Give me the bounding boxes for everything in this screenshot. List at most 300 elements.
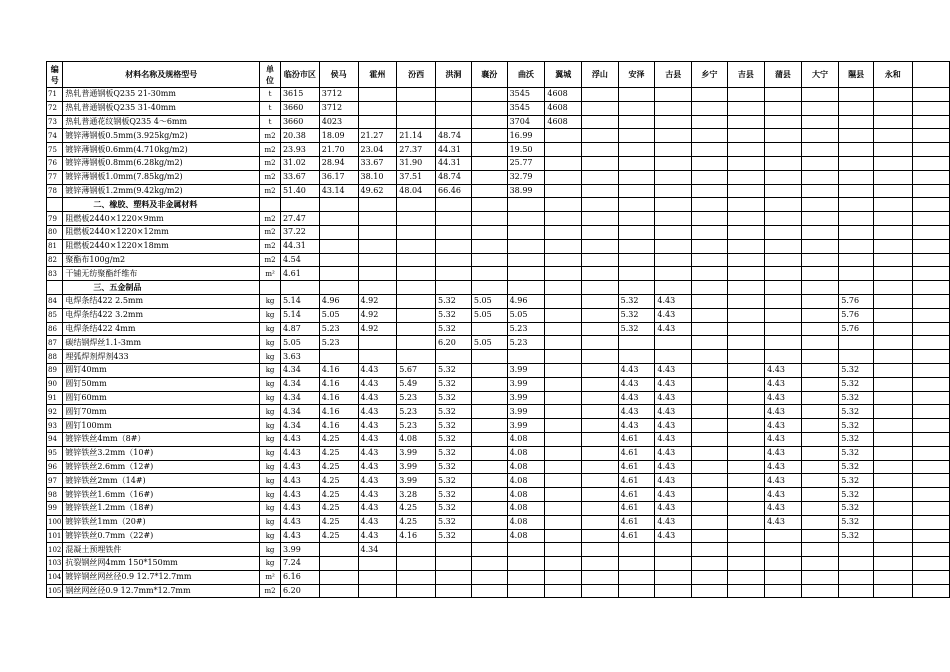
price-cell: [582, 501, 619, 515]
row-number: 75: [47, 143, 63, 157]
price-cell: [471, 350, 507, 364]
material-name: 热轧普通钢板Q235 21-30mm: [63, 88, 260, 102]
price-cell: 4.43: [765, 405, 802, 419]
price-cell: [582, 212, 619, 226]
price-cell: [319, 239, 358, 253]
price-cell: 5.32: [436, 391, 472, 405]
price-cell: [507, 570, 545, 584]
table-row: [47, 88, 950, 102]
price-cell: [727, 515, 764, 529]
price-cell: [397, 115, 436, 129]
price-cell: [874, 515, 912, 529]
price-cell: [397, 212, 436, 226]
price-cell: [655, 350, 692, 364]
price-cell: [727, 253, 764, 267]
price-cell: [692, 419, 728, 433]
price-cell: [874, 391, 912, 405]
price-cell: 4.43: [655, 460, 692, 474]
price-cell: [582, 419, 619, 433]
price-cell: [507, 350, 545, 364]
price-cell: [692, 115, 728, 129]
price-cell: [874, 474, 912, 488]
price-cell: [471, 143, 507, 157]
price-cell: [471, 156, 507, 170]
price-cell: [765, 239, 802, 253]
price-cell: [727, 184, 764, 198]
table-cell: [912, 281, 950, 295]
price-cell: [582, 460, 619, 474]
price-cell: [397, 253, 436, 267]
price-cell: [874, 377, 912, 391]
price-cell: 4.43: [358, 515, 397, 529]
row-number: 83: [47, 267, 63, 281]
material-name: 镀锌铁丝2mm（14#): [63, 474, 260, 488]
table-cell: [545, 281, 582, 295]
price-cell: [507, 212, 545, 226]
unit-cell: kg: [260, 446, 281, 460]
price-cell: [839, 557, 874, 571]
price-cell: [545, 239, 582, 253]
price-cell: 4.25: [319, 460, 358, 474]
price-cell: [397, 267, 436, 281]
price-cell: [471, 515, 507, 529]
price-cell: [727, 225, 764, 239]
row-number: 72: [47, 101, 63, 115]
column-header: 曲沃: [507, 62, 545, 88]
price-cell: [692, 129, 728, 143]
material-name: 镀锌薄钢板0.6mm(4.710kg/m2): [63, 143, 260, 157]
unit-cell: m2: [260, 253, 281, 267]
table-cell: [912, 350, 950, 364]
price-cell: 5.67: [397, 363, 436, 377]
price-cell: 4.61: [618, 446, 655, 460]
price-cell: 4.43: [655, 488, 692, 502]
price-cell: [655, 253, 692, 267]
row-number: 101: [47, 529, 63, 543]
price-cell: [582, 239, 619, 253]
price-cell: 5.32: [618, 308, 655, 322]
price-cell: 5.32: [839, 363, 874, 377]
price-cell: [839, 239, 874, 253]
column-header: 单位: [260, 62, 281, 88]
price-cell: 4.16: [319, 391, 358, 405]
price-cell: 4.43: [765, 419, 802, 433]
price-cell: [874, 115, 912, 129]
table-row: [47, 239, 950, 253]
column-header: 乡宁: [692, 62, 728, 88]
price-cell: [874, 267, 912, 281]
price-cell: 4.25: [397, 501, 436, 515]
price-cell: 4.43: [655, 419, 692, 433]
price-cell: 4.08: [507, 432, 545, 446]
price-cell: 4.25: [319, 488, 358, 502]
price-cell: 3704: [507, 115, 545, 129]
price-cell: 4.92: [358, 322, 397, 336]
price-cell: 5.32: [436, 529, 472, 543]
price-cell: 23.93: [280, 143, 319, 157]
unit-cell: kg: [260, 419, 281, 433]
price-cell: [582, 253, 619, 267]
table-cell: [912, 294, 950, 308]
price-cell: 3.99: [507, 377, 545, 391]
price-cell: [471, 115, 507, 129]
price-cell: [801, 129, 838, 143]
price-cell: [545, 501, 582, 515]
price-cell: [727, 308, 764, 322]
table-cell: [912, 322, 950, 336]
unit-cell: m2: [260, 170, 281, 184]
price-cell: [692, 101, 728, 115]
price-cell: [692, 143, 728, 157]
price-cell: [436, 570, 472, 584]
table-cell: [436, 198, 472, 212]
price-cell: 4.34: [280, 377, 319, 391]
price-cell: [727, 405, 764, 419]
price-cell: 5.32: [839, 515, 874, 529]
price-cell: [397, 308, 436, 322]
price-cell: 66.46: [436, 184, 472, 198]
price-cell: 48.74: [436, 129, 472, 143]
price-cell: 4.08: [507, 488, 545, 502]
price-cell: [801, 212, 838, 226]
price-cell: 4.16: [397, 529, 436, 543]
price-cell: 32.79: [507, 170, 545, 184]
price-cell: 4.43: [618, 377, 655, 391]
unit-cell: m²: [260, 267, 281, 281]
material-name: 镀锌薄钢板1.2mm(9.42kg/m2): [63, 184, 260, 198]
price-cell: [839, 101, 874, 115]
price-cell: 3660: [280, 115, 319, 129]
price-cell: 5.32: [436, 322, 472, 336]
price-cell: [471, 239, 507, 253]
price-cell: [692, 405, 728, 419]
price-cell: [436, 225, 472, 239]
price-cell: [397, 584, 436, 598]
price-cell: [471, 212, 507, 226]
price-cell: [545, 225, 582, 239]
price-cell: [358, 584, 397, 598]
row-number: 71: [47, 88, 63, 102]
table-cell: [582, 281, 619, 295]
unit-cell: kg: [260, 501, 281, 515]
price-cell: [727, 419, 764, 433]
price-cell: [655, 225, 692, 239]
table-cell: [912, 460, 950, 474]
price-cell: [655, 184, 692, 198]
price-cell: 4.43: [655, 294, 692, 308]
price-cell: 4.34: [280, 363, 319, 377]
price-cell: [545, 156, 582, 170]
material-name: 圆钉100mm: [63, 419, 260, 433]
price-cell: 5.05: [471, 308, 507, 322]
price-cell: [655, 336, 692, 350]
price-cell: 4.34: [280, 391, 319, 405]
price-cell: [582, 129, 619, 143]
price-cell: [545, 336, 582, 350]
unit-cell: kg: [260, 294, 281, 308]
table-row: [47, 294, 950, 308]
table-cell: [801, 198, 838, 212]
price-cell: [801, 446, 838, 460]
price-cell: [692, 225, 728, 239]
price-cell: 3.99: [507, 391, 545, 405]
price-cell: [582, 446, 619, 460]
price-cell: [397, 557, 436, 571]
price-cell: [471, 543, 507, 557]
row-number: 74: [47, 129, 63, 143]
price-cell: 3712: [319, 88, 358, 102]
price-cell: [582, 391, 619, 405]
price-cell: [727, 101, 764, 115]
price-cell: 5.76: [839, 294, 874, 308]
price-cell: [397, 225, 436, 239]
section-row: [47, 281, 950, 295]
row-number: 103: [47, 557, 63, 571]
price-cell: 5.32: [839, 474, 874, 488]
price-cell: [801, 377, 838, 391]
table-cell: [912, 170, 950, 184]
row-number: 97: [47, 474, 63, 488]
table-cell: [692, 198, 728, 212]
table-row: [47, 474, 950, 488]
price-cell: [727, 584, 764, 598]
table-cell: [727, 281, 764, 295]
section-row: [47, 198, 950, 212]
price-cell: 4.96: [507, 294, 545, 308]
price-cell: [801, 515, 838, 529]
price-cell: 4.61: [618, 432, 655, 446]
table-row: [47, 584, 950, 598]
price-cell: 5.76: [839, 308, 874, 322]
price-cell: [655, 129, 692, 143]
price-cell: [839, 156, 874, 170]
price-cell: 5.05: [280, 336, 319, 350]
table-row: [47, 446, 950, 460]
price-cell: [874, 419, 912, 433]
price-cell: [471, 474, 507, 488]
table-row: [47, 432, 950, 446]
price-cell: [727, 336, 764, 350]
price-cell: [545, 170, 582, 184]
price-cell: [655, 170, 692, 184]
price-cell: [765, 557, 802, 571]
price-cell: 4.43: [765, 377, 802, 391]
table-row: [47, 501, 950, 515]
table-cell: [765, 281, 802, 295]
table-cell: [912, 212, 950, 226]
price-cell: 4.08: [507, 501, 545, 515]
price-cell: [397, 322, 436, 336]
price-cell: [727, 557, 764, 571]
price-cell: [692, 253, 728, 267]
price-cell: [655, 267, 692, 281]
price-cell: 4608: [545, 115, 582, 129]
price-cell: [545, 253, 582, 267]
column-header: 古县: [655, 62, 692, 88]
table-cell: [912, 557, 950, 571]
price-cell: [582, 377, 619, 391]
price-cell: [582, 143, 619, 157]
price-cell: [618, 253, 655, 267]
price-cell: [692, 294, 728, 308]
price-cell: [801, 557, 838, 571]
material-name: 圆钉40mm: [63, 363, 260, 377]
price-cell: [765, 253, 802, 267]
price-cell: [727, 501, 764, 515]
table-cell: [280, 281, 319, 295]
price-cell: 4.43: [765, 488, 802, 502]
price-cell: [765, 529, 802, 543]
price-cell: [727, 543, 764, 557]
price-cell: 5.32: [839, 405, 874, 419]
table-row: [47, 405, 950, 419]
price-cell: [545, 460, 582, 474]
price-cell: [358, 253, 397, 267]
price-cell: 3615: [280, 88, 319, 102]
price-table: [46, 61, 950, 598]
price-cell: [692, 322, 728, 336]
unit-cell: kg: [260, 308, 281, 322]
price-cell: 5.49: [397, 377, 436, 391]
price-cell: 48.04: [397, 184, 436, 198]
price-cell: [582, 184, 619, 198]
price-cell: [507, 543, 545, 557]
row-number: 78: [47, 184, 63, 198]
table-row: [47, 515, 950, 529]
price-cell: 4.25: [397, 515, 436, 529]
price-cell: [507, 267, 545, 281]
price-cell: 4.34: [280, 405, 319, 419]
price-cell: [874, 225, 912, 239]
price-cell: 48.74: [436, 170, 472, 184]
price-cell: [765, 308, 802, 322]
price-cell: [582, 170, 619, 184]
price-cell: 5.05: [319, 308, 358, 322]
table-cell: [912, 432, 950, 446]
price-cell: [839, 88, 874, 102]
price-cell: 4.43: [280, 460, 319, 474]
price-cell: [358, 101, 397, 115]
price-cell: [801, 308, 838, 322]
price-cell: [874, 322, 912, 336]
price-cell: [727, 446, 764, 460]
material-name: 埋弧焊剂焊剂433: [63, 350, 260, 364]
price-cell: [618, 101, 655, 115]
price-cell: [801, 570, 838, 584]
header-row: [47, 62, 950, 88]
material-name: 镀锌铁丝3.2mm（10#): [63, 446, 260, 460]
price-cell: 5.23: [507, 322, 545, 336]
price-cell: [582, 267, 619, 281]
price-cell: [507, 225, 545, 239]
table-row: [47, 419, 950, 433]
price-cell: 38.10: [358, 170, 397, 184]
price-cell: [545, 446, 582, 460]
table-cell: [397, 198, 436, 212]
price-cell: [801, 239, 838, 253]
price-cell: [582, 156, 619, 170]
price-cell: [397, 336, 436, 350]
price-cell: 5.32: [839, 419, 874, 433]
row-number: 76: [47, 156, 63, 170]
price-cell: [471, 267, 507, 281]
price-cell: [692, 584, 728, 598]
price-cell: 4.43: [655, 474, 692, 488]
price-cell: 3.99: [507, 419, 545, 433]
price-cell: [358, 570, 397, 584]
column-header: 蒲县: [765, 62, 802, 88]
price-cell: [801, 101, 838, 115]
table-cell: [912, 239, 950, 253]
price-cell: 4.43: [358, 363, 397, 377]
price-cell: [582, 363, 619, 377]
price-cell: 4.43: [280, 529, 319, 543]
price-cell: [692, 212, 728, 226]
price-cell: 4.43: [655, 501, 692, 515]
price-cell: [874, 460, 912, 474]
table-cell: [260, 281, 281, 295]
price-cell: 4.43: [618, 391, 655, 405]
price-cell: 21.27: [358, 129, 397, 143]
price-cell: [618, 350, 655, 364]
price-cell: [839, 143, 874, 157]
price-cell: [545, 350, 582, 364]
price-cell: 5.32: [436, 363, 472, 377]
price-cell: [801, 419, 838, 433]
price-cell: [545, 529, 582, 543]
price-cell: [582, 488, 619, 502]
price-cell: [655, 570, 692, 584]
unit-cell: t: [260, 88, 281, 102]
price-cell: 4.25: [319, 501, 358, 515]
price-cell: [582, 101, 619, 115]
price-cell: [692, 239, 728, 253]
price-cell: 4.43: [618, 363, 655, 377]
price-cell: [471, 570, 507, 584]
price-cell: 5.32: [436, 501, 472, 515]
price-cell: 4.43: [655, 363, 692, 377]
price-cell: [319, 584, 358, 598]
unit-cell: m2: [260, 143, 281, 157]
table-cell: [912, 363, 950, 377]
price-cell: 4.25: [319, 432, 358, 446]
price-cell: [765, 170, 802, 184]
price-cell: [765, 584, 802, 598]
unit-cell: kg: [260, 363, 281, 377]
row-number: 85: [47, 308, 63, 322]
price-cell: [727, 115, 764, 129]
price-cell: [471, 446, 507, 460]
price-cell: 4.92: [358, 294, 397, 308]
price-cell: [545, 212, 582, 226]
price-cell: 4.43: [358, 488, 397, 502]
price-cell: [618, 557, 655, 571]
price-cell: [397, 543, 436, 557]
price-cell: 3.99: [397, 460, 436, 474]
price-cell: [397, 570, 436, 584]
price-cell: [801, 474, 838, 488]
table-body: [47, 88, 950, 598]
row-number: 95: [47, 446, 63, 460]
price-cell: 4.16: [319, 377, 358, 391]
material-name: 热轧普通钢板Q235 31-40mm: [63, 101, 260, 115]
price-cell: 5.32: [839, 529, 874, 543]
price-cell: [727, 239, 764, 253]
price-cell: [436, 101, 472, 115]
price-cell: [727, 143, 764, 157]
price-cell: [727, 129, 764, 143]
price-cell: [545, 584, 582, 598]
